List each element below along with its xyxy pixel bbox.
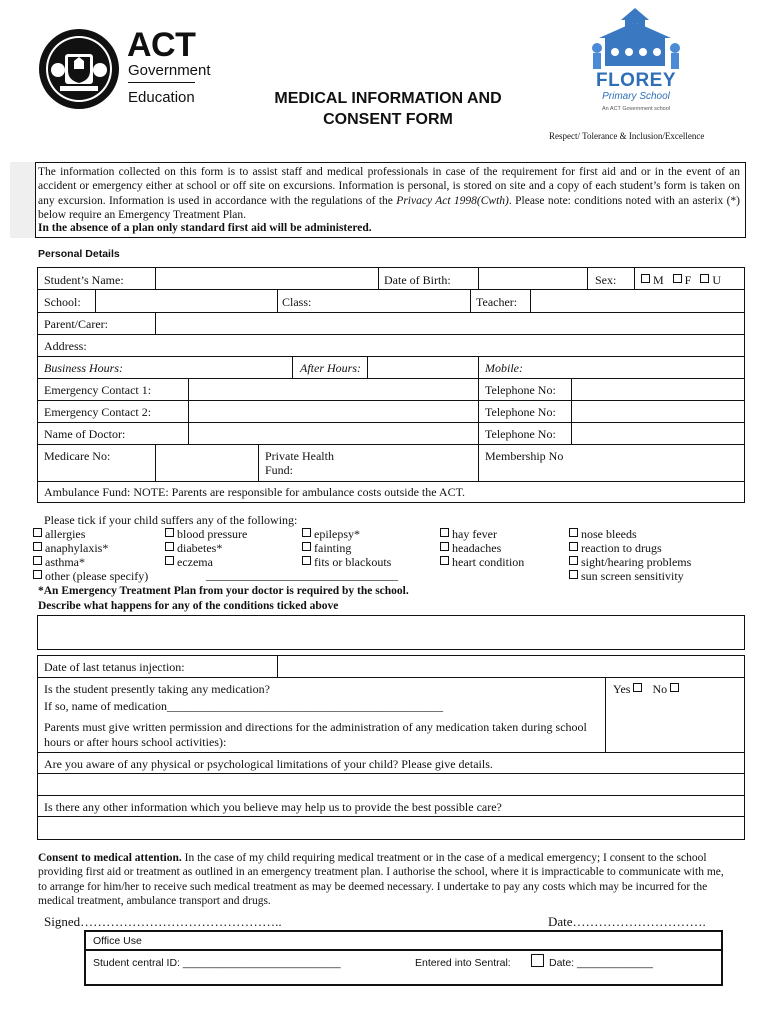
school-subtitle: Primary School bbox=[602, 91, 670, 102]
limitations-question: Are you aware of any physical or psychological limitations of your child? Please give details. bbox=[44, 757, 493, 771]
business-hours-label: Business Hours: bbox=[44, 361, 124, 375]
condition-label: heart condition bbox=[452, 555, 525, 569]
emergency-contact-2-label: Emergency Contact 2: bbox=[44, 405, 152, 419]
row-divider bbox=[37, 677, 745, 678]
entered-into-sentral-label: Entered into Sentral: bbox=[415, 957, 511, 969]
personal-details-heading: Personal Details bbox=[38, 248, 120, 260]
school-field[interactable] bbox=[99, 292, 273, 309]
condition-reaction-drugs[interactable] bbox=[569, 541, 662, 555]
col-divider bbox=[367, 356, 368, 379]
checkbox[interactable] bbox=[165, 556, 174, 565]
condition-fits[interactable] bbox=[302, 555, 391, 569]
col-divider bbox=[478, 267, 479, 290]
emergency-contact-1-label: Emergency Contact 1: bbox=[44, 383, 152, 397]
student-name-field[interactable] bbox=[159, 270, 375, 287]
col-divider bbox=[258, 444, 259, 482]
no-label: No bbox=[652, 682, 668, 696]
condition-fainting[interactable] bbox=[302, 541, 351, 555]
col-divider bbox=[277, 289, 278, 313]
col-divider bbox=[587, 267, 588, 290]
condition-nose-bleeds[interactable] bbox=[569, 527, 637, 541]
intro-first-aid-note: In the absence of a plan only standard first aid will be administered. bbox=[38, 222, 372, 234]
describe-conditions-box[interactable] bbox=[37, 615, 745, 650]
col-divider bbox=[155, 267, 156, 290]
condition-label: anaphylaxis* bbox=[45, 541, 109, 555]
private-health-label-2: Fund: bbox=[265, 463, 294, 477]
parent-field[interactable] bbox=[159, 314, 739, 331]
sex-m-label: M bbox=[653, 273, 664, 287]
checkbox[interactable] bbox=[33, 570, 42, 579]
row-divider bbox=[37, 378, 745, 379]
checkbox[interactable] bbox=[302, 528, 311, 537]
checkbox[interactable] bbox=[569, 528, 578, 537]
yes-checkbox[interactable] bbox=[633, 683, 642, 692]
col-divider bbox=[470, 289, 471, 313]
sex-label: Sex: bbox=[595, 273, 617, 287]
col-divider bbox=[605, 677, 606, 753]
address-label: Address: bbox=[44, 339, 87, 353]
sex-options bbox=[641, 273, 721, 287]
taking-medication-label: Is the student presently taking any medication? bbox=[44, 682, 270, 696]
condition-anaphylaxis[interactable] bbox=[33, 541, 108, 555]
row-divider bbox=[37, 481, 745, 482]
emergency-plan-note: *An Emergency Treatment Plan from your doctor is required by the school. bbox=[38, 585, 409, 597]
col-divider bbox=[530, 289, 531, 313]
act-government-seal-logo bbox=[38, 28, 120, 110]
class-label: Class: bbox=[282, 295, 312, 309]
student-name-label: Student’s Name: bbox=[44, 273, 124, 287]
ambulance-note: Ambulance Fund: NOTE: Parents are responsible for ambulance costs outside the ACT. bbox=[44, 485, 466, 499]
condition-other[interactable] bbox=[33, 569, 148, 583]
condition-label: fits or blackouts bbox=[314, 555, 392, 569]
condition-label: other (please specify) bbox=[45, 569, 149, 583]
other-info-field[interactable] bbox=[40, 819, 740, 837]
other-info-question: Is there any other information which you believe may help us to provide the best possible care? bbox=[44, 800, 502, 814]
schoolhouse-children-icon bbox=[585, 8, 687, 78]
condition-label: nose bleeds bbox=[581, 527, 637, 541]
school-name: FLOREY bbox=[595, 70, 677, 91]
telephone-3-label: Telephone No: bbox=[485, 427, 556, 441]
condition-label: allergies bbox=[45, 527, 86, 541]
row-divider bbox=[37, 400, 745, 401]
checkbox[interactable] bbox=[440, 556, 449, 565]
intro-shade bbox=[10, 162, 36, 238]
checkbox[interactable] bbox=[33, 528, 42, 537]
condition-blood-pressure[interactable] bbox=[165, 527, 247, 541]
condition-heart[interactable] bbox=[440, 555, 524, 569]
sex-u-label: U bbox=[712, 273, 722, 287]
date-line[interactable]: Date…………………………. bbox=[548, 914, 706, 929]
act-education-label: Education bbox=[128, 89, 195, 106]
membership-label: Membership No bbox=[485, 449, 564, 463]
checkbox[interactable] bbox=[569, 542, 578, 551]
checkbox[interactable] bbox=[302, 556, 311, 565]
condition-label: sight/hearing problems bbox=[581, 555, 692, 569]
checkbox[interactable] bbox=[33, 542, 42, 551]
condition-hay-fever[interactable] bbox=[440, 527, 497, 541]
checkbox[interactable] bbox=[33, 556, 42, 565]
act-word: ACT bbox=[127, 26, 196, 64]
condition-diabetes[interactable] bbox=[165, 541, 222, 555]
yes-label: Yes bbox=[613, 682, 631, 696]
student-central-id[interactable]: Student central ID: ___________________________ bbox=[93, 957, 341, 969]
form-title-line2: CONSENT FORM bbox=[323, 111, 453, 128]
office-date[interactable]: Date: _____________ bbox=[549, 957, 653, 969]
entered-checkbox[interactable] bbox=[531, 954, 544, 967]
checkbox[interactable] bbox=[569, 570, 578, 579]
condition-label: headaches bbox=[452, 541, 502, 555]
checkbox[interactable] bbox=[440, 542, 449, 551]
sex-f-checkbox[interactable] bbox=[673, 274, 682, 283]
col-divider bbox=[277, 655, 278, 678]
row-divider bbox=[37, 816, 745, 817]
row-divider bbox=[37, 289, 745, 290]
condition-asthma[interactable] bbox=[33, 555, 85, 569]
school-label: School: bbox=[44, 295, 81, 309]
condition-label: asthma* bbox=[45, 555, 85, 569]
row-divider bbox=[37, 752, 745, 753]
col-divider bbox=[478, 356, 479, 482]
row-divider bbox=[37, 773, 745, 774]
dob-label: Date of Birth: bbox=[384, 273, 451, 287]
sex-f-label: F bbox=[684, 273, 692, 287]
col-divider bbox=[155, 312, 156, 335]
office-divider bbox=[84, 949, 723, 951]
checkbox[interactable] bbox=[165, 528, 174, 537]
form-title bbox=[230, 88, 546, 130]
medication-name-line[interactable]: If so, name of medication______________________________________________ bbox=[44, 699, 443, 713]
office-use-title: Office Use bbox=[93, 935, 142, 947]
col-divider bbox=[292, 356, 293, 379]
private-health-label-1: Private Health bbox=[265, 449, 334, 463]
sex-m-checkbox[interactable] bbox=[641, 274, 650, 283]
intro-paragraph bbox=[38, 165, 740, 222]
parent-label: Parent/Carer: bbox=[44, 317, 108, 331]
condition-label: hay fever bbox=[452, 527, 497, 541]
row-divider bbox=[37, 795, 745, 796]
tetanus-field[interactable] bbox=[282, 658, 740, 675]
checkbox[interactable] bbox=[569, 556, 578, 565]
telephone-2-label: Telephone No: bbox=[485, 405, 556, 419]
condition-label: reaction to drugs bbox=[581, 541, 662, 555]
checkbox[interactable] bbox=[165, 542, 174, 551]
telephone-1-label: Telephone No: bbox=[485, 383, 556, 397]
col-divider bbox=[378, 267, 379, 290]
consent-text: In the case of my child requiring medical treatment or in the case of a medical emergency; I consent to the school providing first aid or treatment as outlined in an emergency treatment plan. I authorise the school, where it is impracticable to communicate with me, to arrange for him/her to receive such medical treatment as may be deemed necessary. I undertake to pay any costs which may be incurred for the medical treatment, ambulance transport and drugs. bbox=[38, 852, 724, 907]
medication-yes-no bbox=[613, 682, 682, 696]
row-divider bbox=[37, 312, 745, 313]
checkbox[interactable] bbox=[440, 528, 449, 537]
intro-text-part1: The information collected on this form is to assist staff and medical professionals in case of the requirement for first aid and or in the event of an accident or emergency either at school or off site on excursions. Information is personal, is stored on site and a copy of each student’s form is taken on any excursion. Information is used in accordance with the regulations of the bbox=[38, 166, 740, 207]
col-divider bbox=[571, 378, 572, 445]
condition-headaches[interactable] bbox=[440, 541, 501, 555]
conditions-intro: Please tick if your child suffers any of the following: bbox=[44, 513, 298, 527]
row-divider bbox=[37, 356, 745, 357]
consent-paragraph bbox=[38, 851, 724, 908]
condition-label: diabetes* bbox=[177, 541, 223, 555]
act-government-label: Government bbox=[128, 62, 211, 79]
condition-sight-hearing[interactable] bbox=[569, 555, 691, 569]
consent-heading: Consent to medical attention. bbox=[38, 852, 182, 864]
row-divider bbox=[37, 444, 745, 445]
row-divider bbox=[37, 334, 745, 335]
florey-school-logo bbox=[585, 8, 687, 118]
other-specify-line[interactable]: ________________________________ bbox=[206, 568, 398, 582]
school-tag: An ACT Government school bbox=[601, 106, 671, 112]
col-divider bbox=[95, 289, 96, 313]
medication-permission-note: Parents must give written permission and directions for the administration of any medication taken during school hours or after hours school activities): bbox=[44, 720, 587, 749]
limitations-field[interactable] bbox=[40, 776, 740, 793]
teacher-field[interactable] bbox=[534, 292, 740, 309]
condition-label: epilepsy* bbox=[314, 527, 360, 541]
col-divider bbox=[188, 378, 189, 445]
after-hours-label: After Hours: bbox=[300, 361, 361, 375]
mobile-label: Mobile: bbox=[485, 361, 523, 375]
sex-u-checkbox[interactable] bbox=[700, 274, 709, 283]
col-divider bbox=[155, 444, 156, 482]
condition-allergies[interactable] bbox=[33, 527, 85, 541]
form-title-line1: MEDICAL INFORMATION AND bbox=[274, 90, 502, 107]
condition-label: eczema bbox=[177, 555, 213, 569]
condition-eczema[interactable] bbox=[165, 555, 213, 569]
medicare-label: Medicare No: bbox=[44, 449, 111, 463]
tetanus-label: Date of last tetanus injection: bbox=[44, 660, 185, 674]
condition-label: sun screen sensitivity bbox=[581, 569, 684, 583]
school-motto: Respect/ Tolerance & Inclusion/Excellence bbox=[549, 131, 705, 141]
dob-field[interactable] bbox=[482, 270, 584, 287]
intro-text-part2: . Please note: conditions noted with an asterix (*) below require an Emergency Treatment Plan. bbox=[38, 194, 740, 221]
condition-epilepsy[interactable] bbox=[302, 527, 360, 541]
condition-label: fainting bbox=[314, 541, 352, 555]
teacher-label: Teacher: bbox=[476, 295, 518, 309]
describe-conditions-label: Describe what happens for any of the conditions ticked above bbox=[38, 600, 339, 612]
act-divider bbox=[128, 82, 195, 83]
condition-label: blood pressure bbox=[177, 527, 248, 541]
row-divider bbox=[37, 422, 745, 423]
condition-sun-screen[interactable] bbox=[569, 569, 684, 583]
intro-privacy-act: Privacy Act 1998(Cwth) bbox=[396, 194, 509, 207]
no-checkbox[interactable] bbox=[670, 683, 679, 692]
checkbox[interactable] bbox=[302, 542, 311, 551]
doctor-label: Name of Doctor: bbox=[44, 427, 126, 441]
col-divider bbox=[634, 267, 635, 290]
signed-line[interactable]: Signed……………………………………….. bbox=[44, 914, 282, 929]
